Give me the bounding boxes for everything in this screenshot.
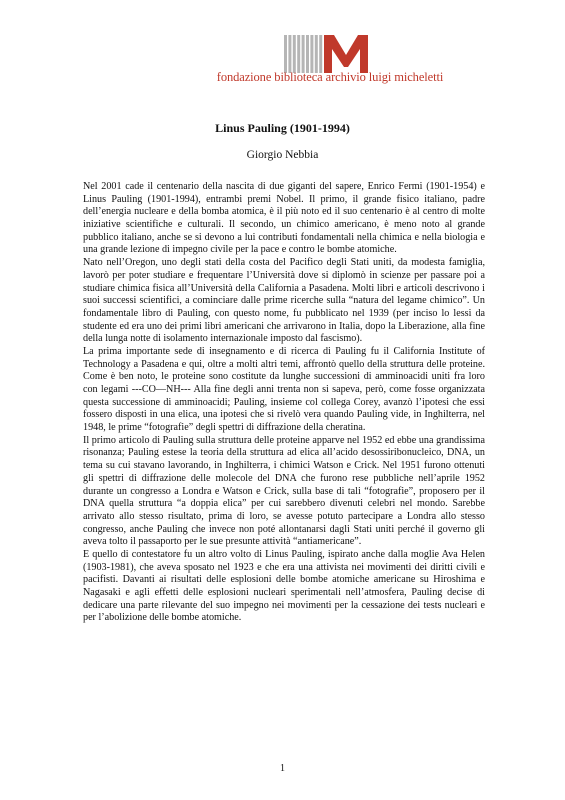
logo-bar (284, 35, 287, 73)
logo-bar (293, 35, 296, 73)
paragraph: Nel 2001 cade il centenario della nascita di due giganti del sapere, Enrico Fermi (1901-1954) e Linus Pauling (1901-1994), entrambi premi Nobel. Il primo, il grande fisico italiano, padre dell’energia nucleare e della bomba atomica, è il più noto ed il suo centenario è al centro di molte iniziative scientifiche e culturali. Il secondo, un chimico americano, è meno noto al grande pubblico italiano, anche se si devono a lui contributi fondamentali nella chimica e nella biologia e una grande lezione di impegno civile per la pace e contro le bombe atomiche. (83, 181, 485, 256)
logo-bar (315, 35, 318, 73)
logo-bar (310, 35, 313, 73)
logo-bar (306, 35, 309, 73)
paragraph: Nato nell’Oregon, uno degli stati della costa del Pacifico degli Stati uniti, da modesta famiglia, lavorò per poter studiare e frequentare l’Università dove si diplomò in scienze per passare poi a studiare chimica fisica all’Università della California a Pasadena. Molti libri e articoli descrivono i suoi successi scientifici, a cominciare dalle prime ricerche sulla “natura del legame chimico”. Un fondamentale libro di Pauling, con questo nome, fu pubblicato nel 1939 (per inciso lo lessi da studente ed era uno dei primi libri americani che arrivarono in Italia, dopo la Liberazione, alla fine della lunga notte di isolamento internazionale imposto dal fascismo). (83, 257, 485, 345)
page-number: 1 (280, 763, 285, 774)
paragraph: La prima importante sede di insegnamento e di ricerca di Pauling fu il California Institute of Technology a Pasadena e qui, oltre a molti altri temi, affrontò quello della struttura delle proteine. Come è ben noto, le proteine sono costitute da lunghe successioni di amminoacidi uniti fra loro con legami ---CO—NH--- Alla fine degli anni trenta non si sapeva, però, come fosse organizzata questa successione di amminoacidi; Pauling, insieme col collega Corey, avanzò l’ipotesi che essi fossero disposti in una elica, una ipotesi che si rivelò vera quando Pauling vide, in Inghilterra, nel 1948, le prime “fotografie” degli spettri di diffrazione della cheratina. (83, 345, 485, 434)
paragraph: Il primo articolo di Pauling sulla struttura delle proteine apparve nel 1952 ed ebbe una grandissima risonanza; Pauling estese la teoria della struttura ad elica all’acido desossiribonucleico, DNA, un tema su cui stavano lavorando, in Inghilterra, i chimici Watson e Crick. Nel 1951 furono ottenuti gli spettri di diffrazione delle molecole del DNA che furono rese pubbliche nell’aprile 1952 durante un congresso a Londra e Watson e Crick, sulla base di tali “fotografie”, proposero per il DNA quella struttura “a doppia elica” per cui sarebbero divenuti celebri nel mondo. Sarebbe arrivato allo stesso risultato, prima di loro, se avesse potuto partecipare a Londra allo stesso congresso, anche Pauling che invece non poté allontanarsi dagli Stati uniti perché il governo gli aveva tolto il passaporto per le sue presunte attività “antiamericane”. (83, 434, 485, 548)
logo-letter-m (324, 35, 368, 73)
logo-bars (284, 35, 322, 73)
logo-bar (288, 35, 291, 73)
logo-bar (319, 35, 322, 73)
document-body (83, 181, 485, 625)
document-author: Giorgio Nebbia (246, 149, 319, 161)
logo-text: fondazione biblioteca archivio luigi micheletti (216, 70, 444, 84)
document-title: Linus Pauling (1901-1994) (215, 121, 350, 135)
foundation-logo (284, 33, 374, 73)
logo-bar (302, 35, 305, 73)
paragraph: E quello di contestatore fu un altro volto di Linus Pauling, ispirato anche dalla moglie Ava Helen (1903-1981), che aveva sposato nel 1923 e che era una attivista nei movimenti dei diritti civili e pacifisti. Davanti ai risultati delle esplosioni delle bombe atomiche americane su Hiroshima e Nagasaki e agli effetti delle esplosioni nucleari sperimentali nell’atmosfera, Pauling decise di dedicare una parte rilevante del suo impegno nei movimenti per la cessazione dei tests nucleari e per l’abolizione delle bombe atomiche. (83, 548, 485, 624)
logo-bar (297, 35, 300, 73)
